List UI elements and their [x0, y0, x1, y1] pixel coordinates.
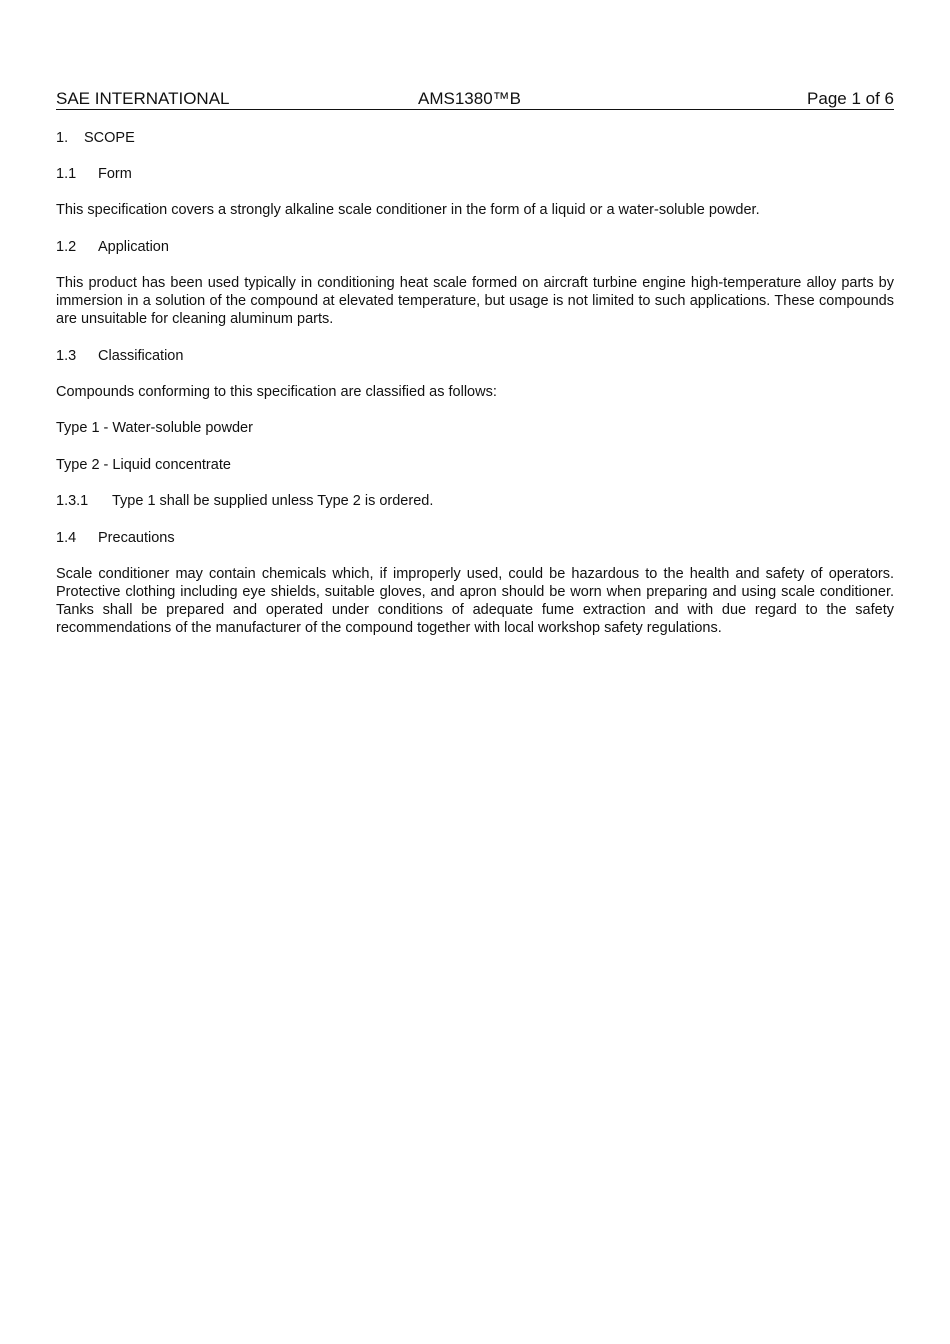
section-title: Form [98, 166, 132, 182]
section-1-3-heading [56, 347, 894, 365]
page-header [56, 89, 894, 110]
section-1-4-paragraph: Scale conditioner may contain chemicals which, if improperly used, could be hazardous to the health and safety of operators. Protective clothing including eye shields, suitable gloves, and apron should be worn when preparing and using scale conditioner. Tanks shall be prepared and operated under conditions of adequate fume extraction and with due regard to the safety recommendations of the manufacturer of the compound together with local workshop safety regulations. [56, 566, 894, 636]
type-1-item: Type 1 - Water-soluble powder [56, 420, 253, 436]
section-number: 1.3.1 [56, 493, 89, 509]
section-1-heading [56, 129, 894, 147]
section-number: 1.3 [56, 348, 77, 364]
section-1-4-heading [56, 529, 894, 547]
section-number: 1. [56, 130, 69, 146]
section-title: Precautions [98, 530, 175, 546]
section-title: Application [98, 239, 169, 255]
section-1-2-heading [56, 238, 894, 256]
section-1-2-paragraph: This product has been used typically in conditioning heat scale formed on aircraft turbine engine high-temperature alloy parts by immersion in a solution of the compound at elevated temperature, but usage is not limited to such applications. These compounds are unsuitable for cleaning aluminum parts. [56, 275, 894, 327]
organization-name: SAE INTERNATIONAL [56, 89, 230, 108]
section-1-3-1-paragraph [56, 492, 894, 510]
section-number: 1.4 [56, 530, 77, 546]
section-number: 1.2 [56, 239, 77, 255]
page-number: Page 1 of 6 [807, 89, 894, 108]
section-1-1-paragraph: This specification covers a strongly alkaline scale conditioner in the form of a liquid or a water-soluble powder. [56, 202, 760, 218]
section-1-3-paragraph: Compounds conforming to this specification are classified as follows: [56, 384, 497, 400]
section-text: Type 1 shall be supplied unless Type 2 is ordered. [112, 493, 434, 509]
type-2-item: Type 2 - Liquid concentrate [56, 457, 231, 473]
section-title: Classification [98, 348, 184, 364]
section-number: 1.1 [56, 166, 77, 182]
section-title: SCOPE [84, 130, 135, 146]
section-1-1-heading [56, 165, 894, 183]
document-number: AMS1380™B [418, 89, 521, 108]
